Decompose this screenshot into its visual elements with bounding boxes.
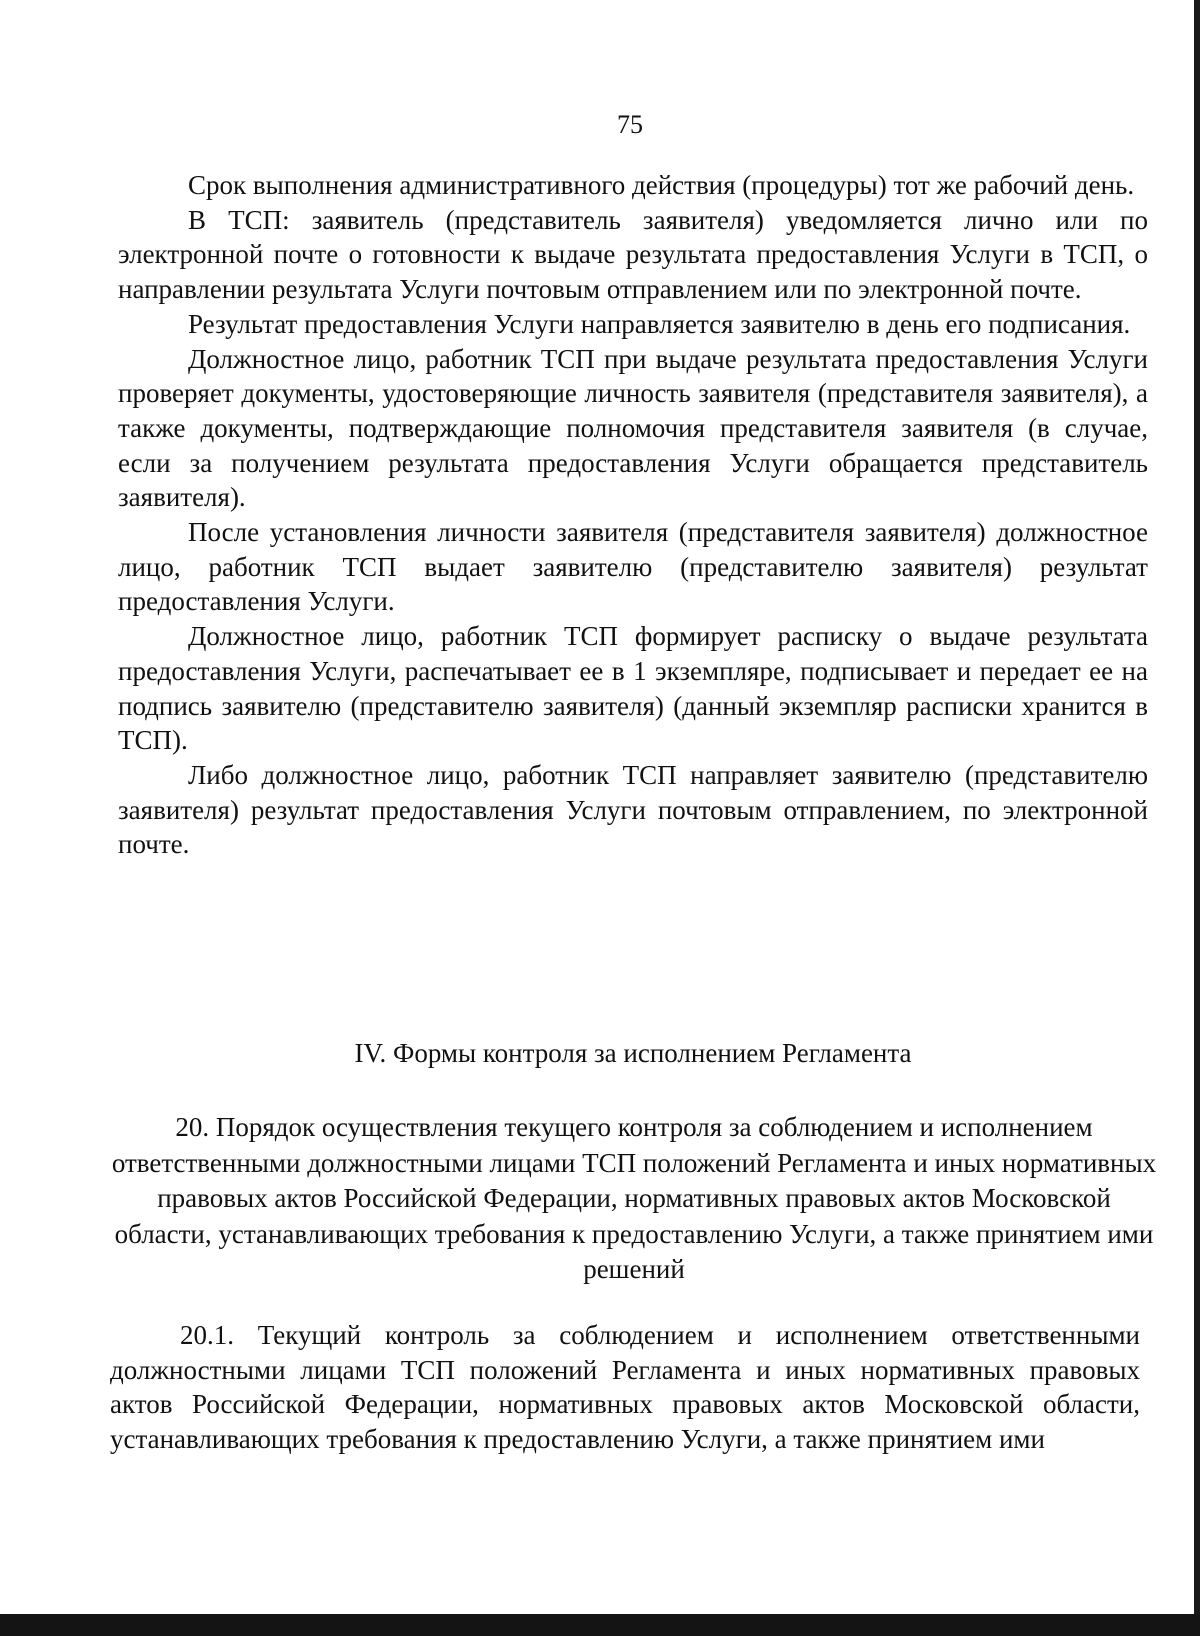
paragraph-result-issued: После установления личности заявителя (представителя заявителя) должностное лицо, работник ТСП выдает заявителю (представителю заявителя) результат предоставления Услуги. [118, 517, 1148, 617]
paragraph-result-sent: Результат предоставления Услуги направляется заявителю в день его подписания. [188, 308, 1131, 339]
page-number: 75 [617, 110, 643, 139]
paragraph-document-check: Должностное лицо, работник ТСП при выдаче результата предоставления Услуги проверяет документы, удостоверяющие личность заявителя (представителя заявителя), а также документы, подтверждающие полномочия представителя заявителя (в случае, если за получением результата предоставления Услуги обращается представитель заявителя). [118, 343, 1148, 513]
paragraph-deadline: Срок выполнения административного действия (процедуры) тот же рабочий день. [188, 170, 1135, 200]
scan-right-edge [1194, 0, 1200, 1636]
paragraph-notification: В ТСП: заявитель (представитель заявителя) уведомляется лично или по электронной почте о готовности к выдаче результата предоставления Услуги в ТСП, о направлении результата Услуги почтовым отправлением или по электронной почте. [118, 204, 1148, 305]
section-heading: IV. Формы контроля за исполнением Регламента [354, 1038, 912, 1068]
paragraph-postal-delivery: Либо должностное лицо, работник ТСП направляет заявителю (представителю заявителя) результат предоставления Услуги почтовым отправлением, по электронной почте. [118, 759, 1148, 860]
subsection-heading: 20. Порядок осуществления текущего контроля за соблюдением и исполнением ответственными должностными лицами ТСП положений Регламента и иных нормативных правовых актов Российской Федерации, нормативных правовых актов Московской области, устанавливающих требования к предоставлению Услуги, а также принятием ими решений [111, 1112, 1157, 1284]
body-text [118, 168, 1148, 862]
scan-bottom-edge [0, 1614, 1200, 1636]
paragraph-current-control: 20.1. Текущий контроль за соблюдением и исполнением ответственными должностными лицами ТСП положений Регламента и иных нормативных правовых актов Российской Федерации, нормативных правовых актов Московской области, устанавливающих требования к предоставлению Услуги, а также принятием ими [110, 1320, 1140, 1455]
paragraph-receipt: Должностное лицо, работник ТСП формирует расписку о выдаче результата предоставления Услуги, распечатывает ее в 1 экземпляре, подписывает и передает ее на подпись заявителю (представителю заявителя) (данный экземпляр расписки хранится в ТСП). [118, 621, 1148, 756]
